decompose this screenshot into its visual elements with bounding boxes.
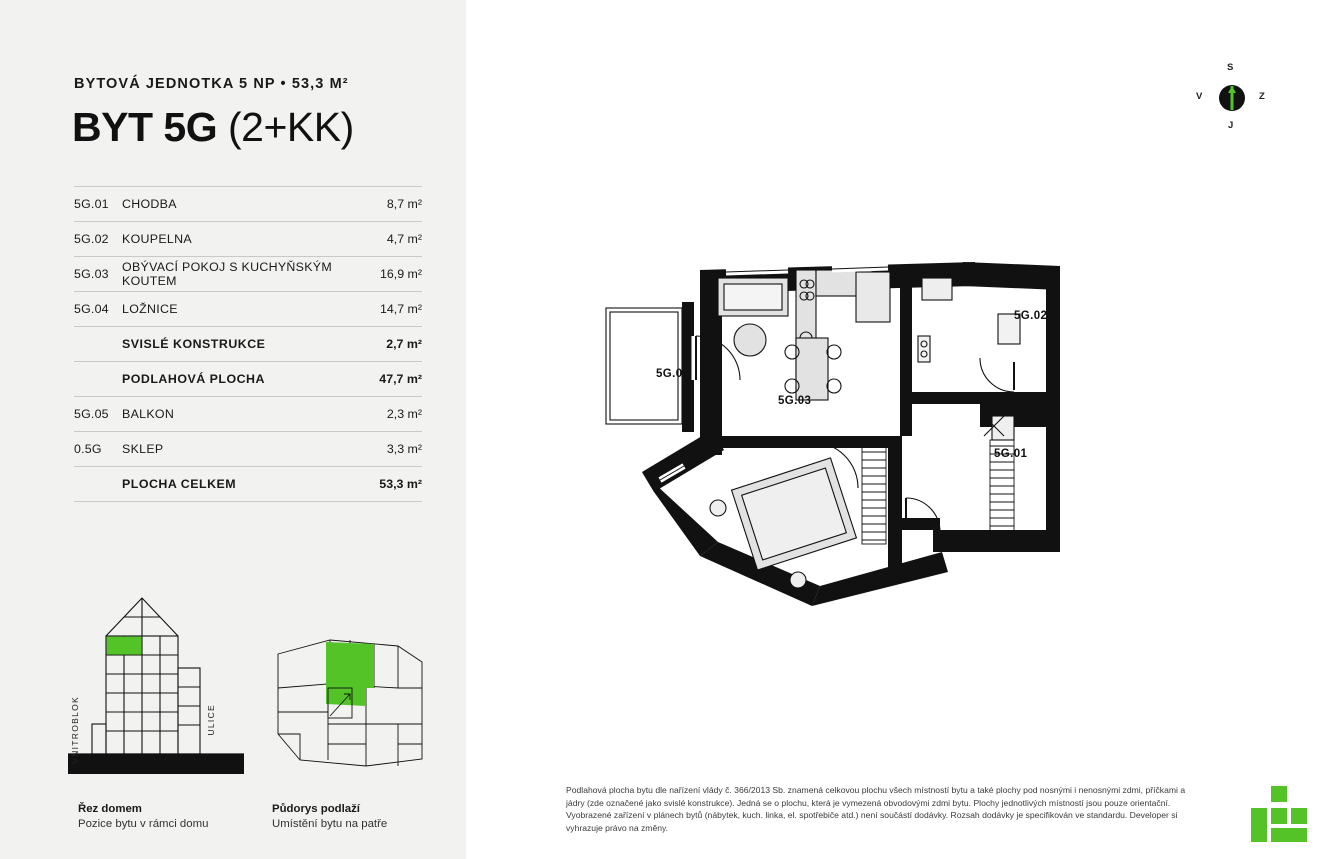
table-row <box>74 292 422 327</box>
section-caption-title: Řez domem <box>78 803 142 815</box>
brand-logo <box>1251 786 1311 842</box>
section-label-right: ULICE <box>206 704 216 736</box>
room-area: 47,7 m² <box>379 372 422 386</box>
table-row <box>74 432 422 467</box>
room-area-table <box>74 186 422 502</box>
plan-room-label: 5G.05 <box>656 368 690 380</box>
room-name: OBÝVACÍ POKOJ S KUCHYŇSKÝM KOUTEM <box>122 260 332 288</box>
unit-subtitle: BYTOVÁ JEDNOTKA 5 NP • 53,3 M² <box>74 76 349 92</box>
compass-rose <box>1196 62 1268 134</box>
section-label-left: VNITROBLOK <box>70 696 80 764</box>
table-row <box>74 397 422 432</box>
legal-footnote: Podlahová plocha bytu dle nařízení vlády č. 366/2013 Sb. znamená celkovou plochu všech místností bytu a také plochy pod nosnými i nenosnými zdmi, příčkami a jádry (zde označené jako svislé konstrukce). Jedná se o plochu, která je vymezená obvodovými zdmi bytu. Plochy jednotlivých místností jsou pouze orientační. Vyobrazené zařízení v plánech bytů (nábytek, kuch. linka, el. spotřebiče atd.) není součástí dodávky. Rozsah dodávky je specifikován ve standardu. Developer si vyhrazuje právo na změny. <box>566 785 1186 833</box>
table-row <box>74 327 422 362</box>
room-area: 2,7 m² <box>386 337 422 351</box>
floor-caption-sub: Umístění bytu na patře <box>272 818 388 830</box>
compass-west-label: V <box>1196 91 1203 102</box>
building-section-diagram <box>64 584 254 784</box>
room-name: BALKON <box>122 407 175 421</box>
room-area: 14,7 m² <box>379 302 422 316</box>
room-area: 4,7 m² <box>386 232 422 246</box>
room-name: SVISLÉ KONSTRUKCE <box>122 337 266 351</box>
table-row <box>74 362 422 397</box>
room-name: PODLAHOVÁ PLOCHA <box>122 372 265 386</box>
table-row <box>74 186 422 222</box>
plan-room-label: 5G.01 <box>994 448 1028 460</box>
floor-caption <box>272 803 387 830</box>
info-panel <box>0 0 466 859</box>
room-code: 5G.02 <box>74 232 109 246</box>
section-caption-sub: Pozice bytu v rámci domu <box>78 818 209 830</box>
table-row <box>74 257 422 292</box>
page-title <box>72 104 354 151</box>
room-area: 3,3 m² <box>386 442 422 456</box>
compass-north-label: S <box>1227 62 1234 73</box>
room-area: 53,3 m² <box>379 477 422 491</box>
plan-room-label: 5G.04 <box>765 438 799 450</box>
plan-room-label: 5G.02 <box>1014 310 1048 322</box>
room-area: 16,9 m² <box>379 267 422 281</box>
room-name: PLOCHA CELKEM <box>122 477 237 491</box>
room-code: 5G.05 <box>74 407 109 421</box>
table-row <box>74 467 422 502</box>
room-name: CHODBA <box>122 197 177 211</box>
plan-room-label: 5G.03 <box>778 395 812 407</box>
compass-south-label: J <box>1228 120 1234 131</box>
section-caption <box>78 803 208 830</box>
room-area: 8,7 m² <box>386 197 422 211</box>
apartment-floor-plan <box>600 240 1140 620</box>
room-name: LOŽNICE <box>122 302 178 316</box>
title-bold: BYT 5G <box>72 104 218 150</box>
title-light: (2+KK) <box>228 104 354 150</box>
compass-east-label: Z <box>1259 91 1265 102</box>
room-name: SKLEP <box>122 442 164 456</box>
floor-caption-title: Půdorys podlaží <box>272 803 360 815</box>
room-code: 5G.03 <box>74 267 109 281</box>
floor-key-plan-diagram <box>270 584 435 784</box>
room-code: 5G.04 <box>74 302 109 316</box>
table-row <box>74 222 422 257</box>
room-code: 0.5G <box>74 442 102 456</box>
room-area: 2,3 m² <box>386 407 422 421</box>
room-code: 5G.01 <box>74 197 109 211</box>
room-name: KOUPELNA <box>122 232 192 246</box>
